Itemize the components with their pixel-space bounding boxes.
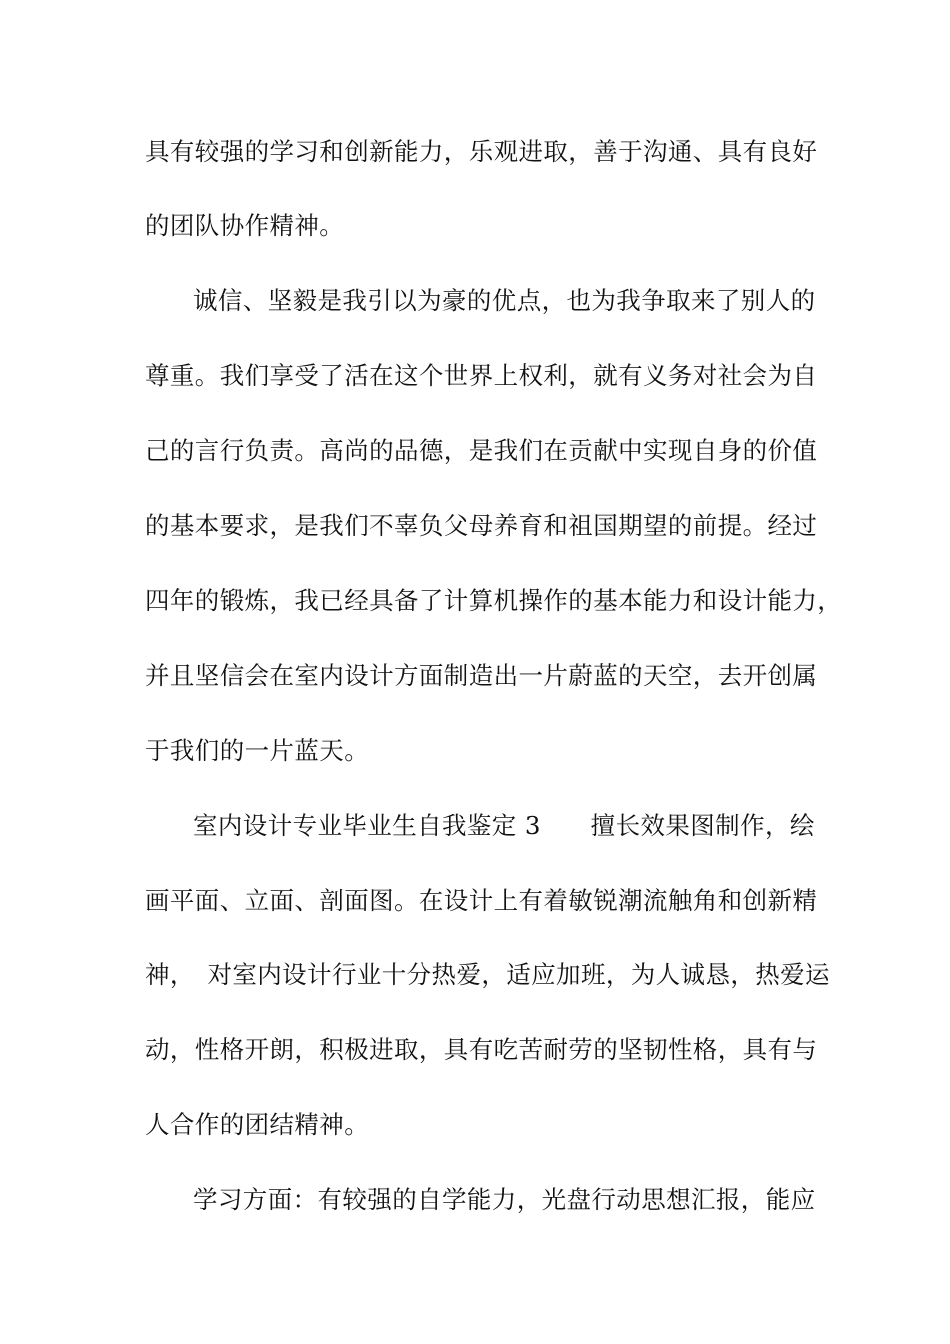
text-line-4: 尊重。我们享受了活在这个世界上权利，就有义务对社会为自 bbox=[145, 361, 818, 390]
text-line-13: 动，性格开朗，积极进取，具有吃苦耐劳的坚韧性格，具有与 bbox=[145, 1035, 818, 1064]
text-line-8: 并且坚信会在室内设计方面制造出一片蔚蓝的天空，去开创属 bbox=[145, 661, 818, 690]
text-line-11: 画平面、立面、剖面图。在设计上有着敏锐潮流触角和创新精 bbox=[145, 886, 818, 915]
text-line-14: 人合作的团结精神。 bbox=[145, 1110, 370, 1139]
text-line-3: 诚信、坚毅是我引以为豪的优点，也为我争取来了别人的 bbox=[193, 286, 816, 315]
text-line-9: 于我们的一片蓝天。 bbox=[145, 736, 370, 765]
text-line-2: 的团队协作精神。 bbox=[145, 211, 345, 240]
text-line-6: 的基本要求，是我们不辜负父母养育和祖国期望的前提。经过 bbox=[145, 511, 818, 540]
text-line-1: 具有较强的学习和创新能力，乐观进取，善于沟通、具有良好 bbox=[145, 137, 818, 166]
text-line-12: 神， 对室内设计行业十分热爱，适应加班，为人诚恳，热爱运 bbox=[145, 960, 830, 989]
text-line-10: 室内设计专业毕业生自我鉴定 3 擅长效果图制作，绘 bbox=[193, 811, 815, 840]
text-line-5: 己的言行负责。高尚的品德，是我们在贡献中实现自身的价值 bbox=[145, 436, 818, 465]
text-line-15: 学习方面：有较强的自学能力，光盘行动思想汇报，能应 bbox=[193, 1185, 816, 1214]
text-line-7: 四年的锻炼，我已经具备了计算机操作的基本能力和设计能力， bbox=[145, 586, 843, 615]
